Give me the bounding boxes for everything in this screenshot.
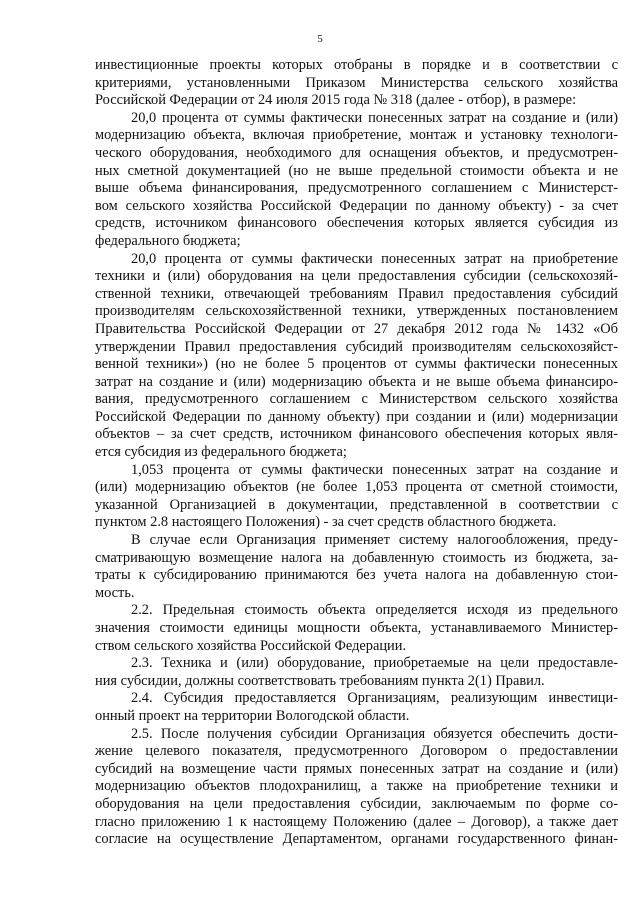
text-line: согласие на осуществление Департаментом, органами государственного финан- [95, 831, 618, 848]
text-line: мость. [95, 584, 135, 601]
text-line: Российской Федерации от 24 июля 2015 года № 318 (далее - отбор), в размере: [95, 92, 577, 109]
text-line: вания, предусмотренного соглашением с Министерством сельского хозяйства [95, 391, 618, 408]
text-line: затрат на создание и (или) модернизацию объекта и не выше объема финансиро- [95, 373, 618, 390]
text-line: жение целевого показателя, предусмотренного Договором о предоставлении [95, 743, 618, 760]
text-line: 2.4. Субсидия предоставляется Организациям, реализующим инвестици- [131, 690, 618, 707]
text-line: ния субсидии, должны соответствовать требованиям пункта 2(1) Правил. [95, 672, 545, 689]
text-line: ством сельского хозяйства Российской Федерации. [95, 637, 407, 654]
text-line: объектов – за счет средств, источником финансового обеспечения которых явля- [95, 426, 618, 443]
text-line: техники и (или) оборудования на цели предоставления субсидии (сельскохозяй- [95, 268, 618, 285]
text-line: пунктом 2.8 настоящего Положения) - за счет средств областного бюджета. [95, 514, 557, 531]
text-line: субсидий на возмещение части прямых понесенных затрат на создание и (или) [95, 760, 618, 777]
text-line: гласно приложению 1 к настоящему Положению (далее – Договор), а также дает [95, 813, 618, 830]
text-line: значения стоимости единицы мощности объекта, устанавливаемого Министер- [95, 620, 618, 636]
text-line: Российской Федерации по данному объекту) при создании и (или) модернизации [95, 408, 618, 425]
text-line: оборудования на цели предоставления субсидии, заключаемым по форме со- [95, 795, 618, 812]
text-line: 20,0 процента от суммы фактически понесенных затрат на создание и (или) [131, 109, 618, 126]
text-line: критериями, установленными Приказом Министерства сельского хозяйства [95, 74, 618, 91]
text-line: траты к субсидированию принимаются без учета налога на добавленную стои- [95, 567, 618, 584]
document-body [95, 57, 618, 849]
text-line: федерального бюджета; [95, 232, 241, 249]
text-line: ственной техники, отвечающей требованиям Правил предоставления субсидий [95, 285, 618, 302]
text-line: 2.2. Предельная стоимость объекта определяется исходя из предельного [131, 602, 618, 619]
text-line: ется субсидия из федерального бюджета; [95, 444, 347, 461]
text-line: В случае если Организация применяет систему налогообложения, преду- [131, 532, 618, 549]
text-line: вом сельского хозяйства Российской Федерации по данному объекту) - за счет [95, 197, 618, 214]
text-line: 2.3. Техника и (или) оборудование, приобретаемые на цели предоставле- [131, 655, 618, 672]
text-line: (или) модернизацию объектов (не более 1,053 процента от сметной стоимости, [95, 479, 618, 496]
text-line: Правительства Российской Федерации от 27 декабря 2012 года № 1432 «Об [95, 320, 618, 337]
text-line: утверждении Правил предоставления субсидий производителям сельскохозяйст- [95, 338, 618, 355]
text-line: указанной Организацией в документации, представленной в соответствии с [95, 496, 618, 513]
text-line: модернизацию объектов плодохранилищ, а также на приобретение техники и [95, 778, 618, 795]
text-line: средств, источником финансового обеспечения которых является субсидия из [95, 215, 618, 232]
text-line: производителям сельскохозяйственной техники, утвержденных постановлением [95, 303, 618, 320]
text-line: выше объема финансирования, предусмотренного соглашением с Министерст- [95, 180, 618, 197]
text-line: сматривающую возмещение налога на добавленную стоимость из бюджета, за- [95, 549, 618, 566]
text-line: 20,0 процента от суммы фактически понесенных затрат на приобретение [131, 250, 618, 267]
text-line: 1,053 процента от суммы фактически понесенных затрат на создание и [131, 461, 618, 478]
page-number: 5 [317, 33, 323, 45]
text-line: инвестиционные проекты которых отобраны в порядке и в соответствии с [95, 57, 618, 73]
text-line: венной техники») (но не более 5 процентов от суммы фактически понесенных [95, 356, 618, 373]
text-line: модернизацию объекта, включая приобретение, монтаж и установку технологи- [95, 127, 618, 144]
text-line: онный проект на территории Вологодской области. [95, 707, 410, 724]
text-line: ных сметной документацией (но не выше предельной стоимости объекта и не [95, 162, 618, 179]
text-line: ческого оборудования, необходимого для оснащения объектов, и предусмотрен- [95, 144, 618, 161]
text-line: 2.5. После получения субсидии Организация обязуется обеспечить дости- [131, 725, 618, 742]
